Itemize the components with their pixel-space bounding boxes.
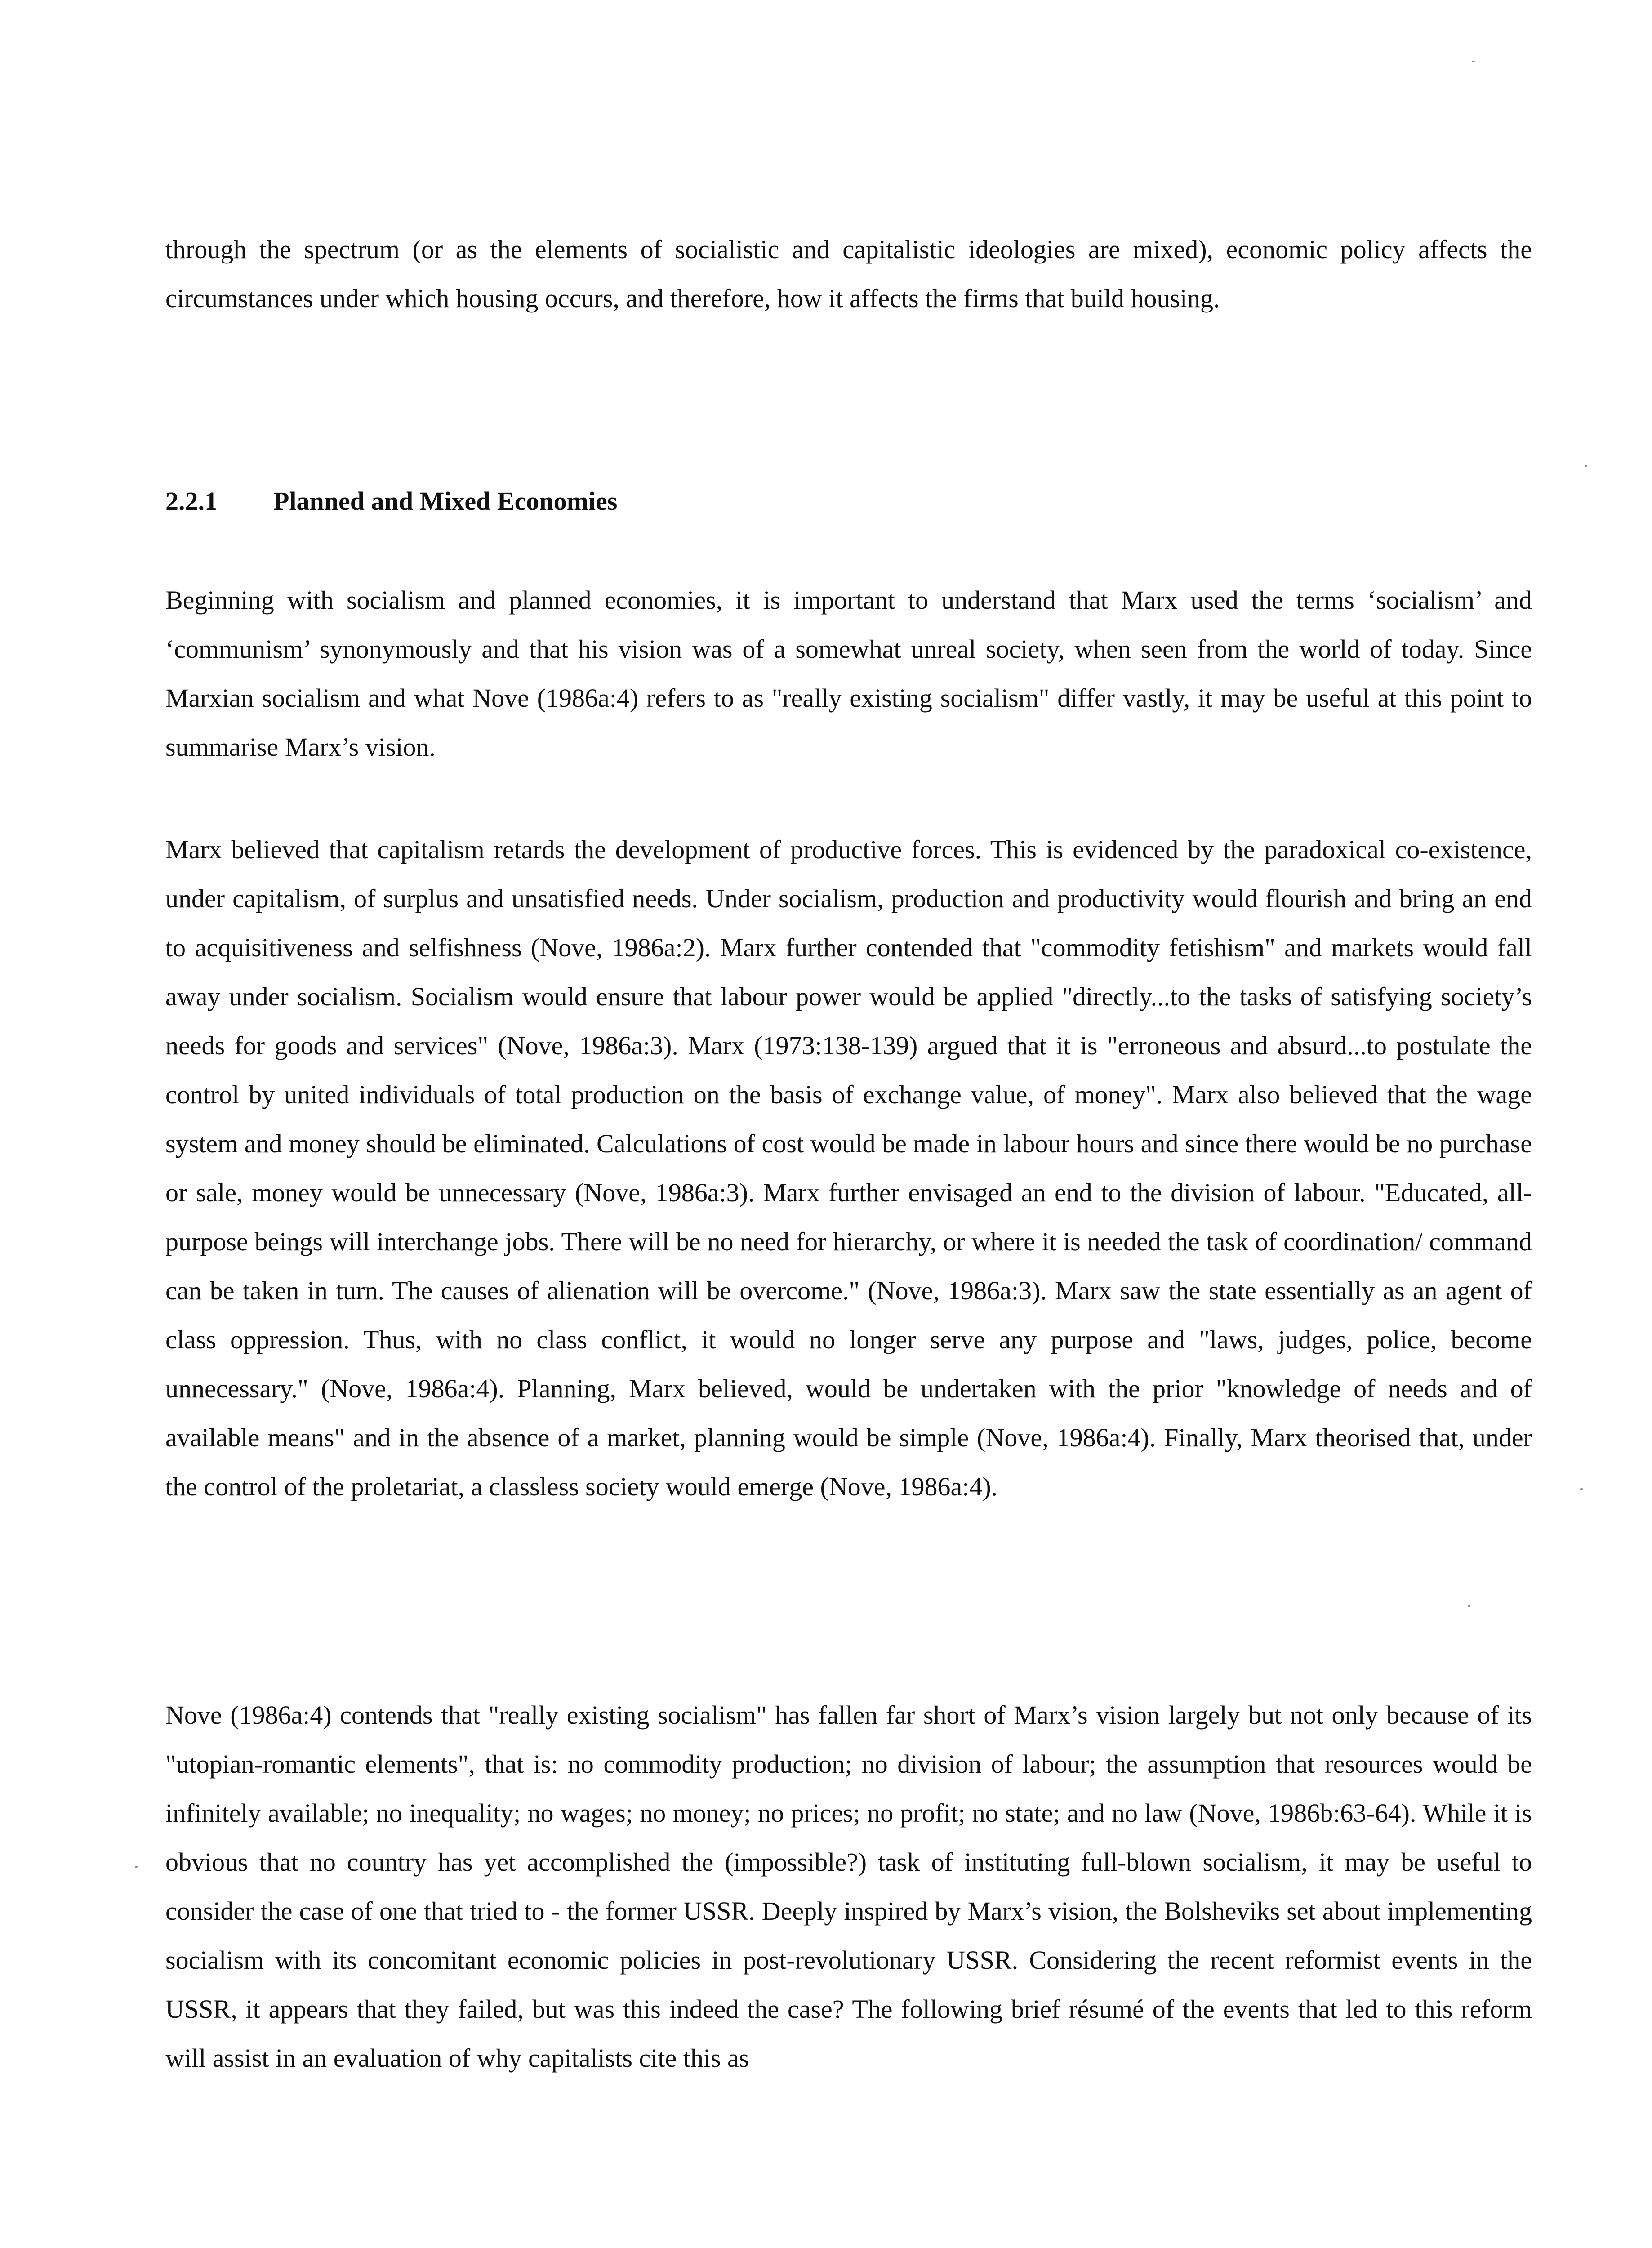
section-number: 2.2.1 bbox=[165, 486, 218, 516]
section-title: Planned and Mixed Economies bbox=[273, 486, 618, 516]
scan-speck bbox=[135, 1866, 138, 1868]
scan-speck bbox=[1580, 1488, 1583, 1490]
scan-speck bbox=[1585, 465, 1587, 467]
scan-speck bbox=[1472, 61, 1475, 62]
section-heading bbox=[165, 477, 617, 526]
scan-speck bbox=[1468, 1605, 1470, 1607]
body-paragraph: Nove (1986a:4) contends that "really existing socialism" has fallen far short of Marx’s vision largely but not only because of its "utopian-romantic elements", that is: no commodity production; no division of labour; the assumption that resources would be infinitely available; no inequality; no wages; no money; no prices; no profit; no state; and no law (Nove, 1986b:63-64). While it is obvious that no country has yet accomplished the (impossible?) task of instituting full-blown socialism, it may be useful to consider the case of one that tried to - the former USSR. Deeply inspired by Marx’s vision, the Bolsheviks set about implementing socialism with its concomitant economic policies in post-revolutionary USSR. Considering the recent reformist events in the USSR, it appears that they failed, but was this indeed the case? The following brief résumé of the events that led to this reform will assist in an evaluation of why capitalists cite this as bbox=[165, 1700, 1532, 2073]
intro-paragraph: through the spectrum (or as the elements of socialistic and capitalistic ideologies are mixed), economic policy affects the circumstances under which housing occurs, and therefore, how it affects the firms that build housing. bbox=[165, 235, 1532, 313]
page-body bbox=[165, 225, 1532, 2073]
body-paragraph: Beginning with socialism and planned economies, it is important to understand that Marx used the terms ‘socialism’ and ‘communism’ synonymously and that his vision was of a somewhat unreal society, when seen from the world of today. Since Marxian socialism and what Nove (1986a:4) refers to as "really existing socialism" differ vastly, it may be useful at this point to summarise Marx’s vision. bbox=[165, 585, 1532, 762]
body-paragraph: Marx believed that capitalism retards the development of productive forces. This is evidenced by the paradoxical co-existence, under capitalism, of surplus and unsatisfied needs. Under socialism, production and productivity would flourish and bring an end to acquisitiveness and selfishness (Nove, 1986a:2). Marx further contended that "commodity fetishism" and markets would fall away under socialism. Socialism would ensure that labour power would be applied "directly...to the tasks of satisfying society’s needs for goods and services" (Nove, 1986a:3). Marx (1973:138-139) argued that it is "erroneous and absurd...to postulate the control by united individuals of total production on the basis of exchange value, of money". Marx also believed that the wage system and money should be eliminated. Calculations of cost would be made in labour hours and since there would be no purchase or sale, money would be unnecessary (Nove, 1986a:3). Marx further envisaged an end to the division of labour. "Educated, all-purpose beings will interchange jobs. There will be no need for hierarchy, or where it is needed the task of coordination/ command can be taken in turn. The causes of alienation will be overcome." (Nove, 1986a:3). Marx saw the state essentially as an agent of class oppression. Thus, with no class conflict, it would no longer serve any purpose and "laws, judges, police, become unnecessary." (Nove, 1986a:4). Planning, Marx believed, would be undertaken with the prior "knowledge of needs and of available means" and in the absence of a market, planning would be simple (Nove, 1986a:4). Finally, Marx theorised that, under the control of the proletariat, a classless society would emerge (Nove, 1986a:4). bbox=[165, 835, 1532, 1501]
